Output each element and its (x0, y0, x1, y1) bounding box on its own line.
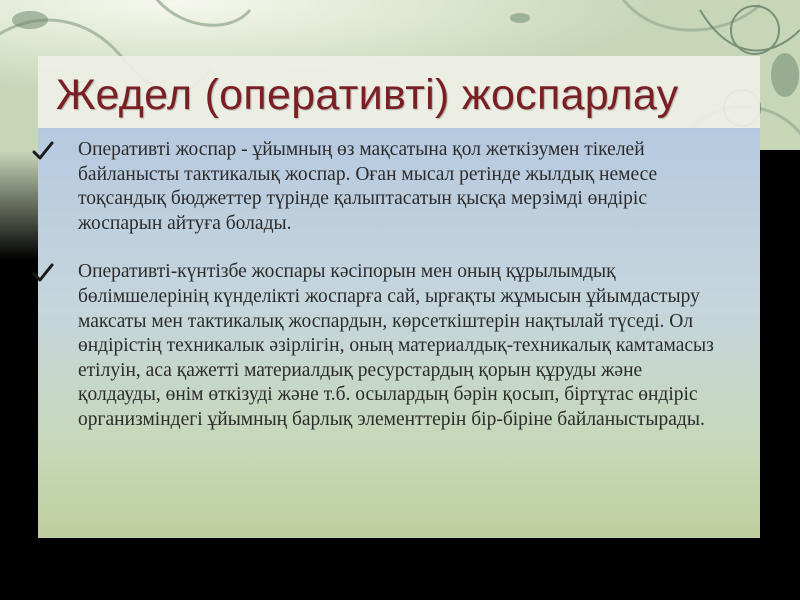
slide-title: Жедел (оперативті) жоспарлау (56, 71, 679, 119)
bullet-text: Оперативті-күнтізбе жоспары кәсіпорын мен оның құрылымдық бөлімшелерінің күнделікті жоспарға сай, ырғақты жұмысын ұйымдастыру максаты мен тактикалық жоспардын, көрсеткіштерін нақтылай түседі. Ол өндірістің техникалык әзірлігін, оның материалдық-техникалық камтамасыз етілуін, аса қажетті материалдық ресурстардың қорын құруды және қолдауды, өнім өткізуді және т.б. осылардың бәрін қосып, біртұтас өндіріс организміндегі ұйымның барлық элементтерін бір-біріне байланыстырады. (78, 261, 714, 430)
bullet-item (38, 260, 760, 432)
bullet-item (38, 138, 760, 236)
bullet-list (38, 138, 760, 433)
checkmark-icon (32, 140, 54, 162)
bullet-text: Оперативті жоспар - ұйымның өз мақсатына қол жеткізумен тікелей байланысты тактикалық жоспар. Оған мысал ретінде жылдық немесе тоқсандық бюджеттер түрінде қалыптасатын қысқа мерзімді өндіріс жоспарын айтуға болады. (78, 139, 658, 234)
checkmark-icon (32, 262, 54, 284)
